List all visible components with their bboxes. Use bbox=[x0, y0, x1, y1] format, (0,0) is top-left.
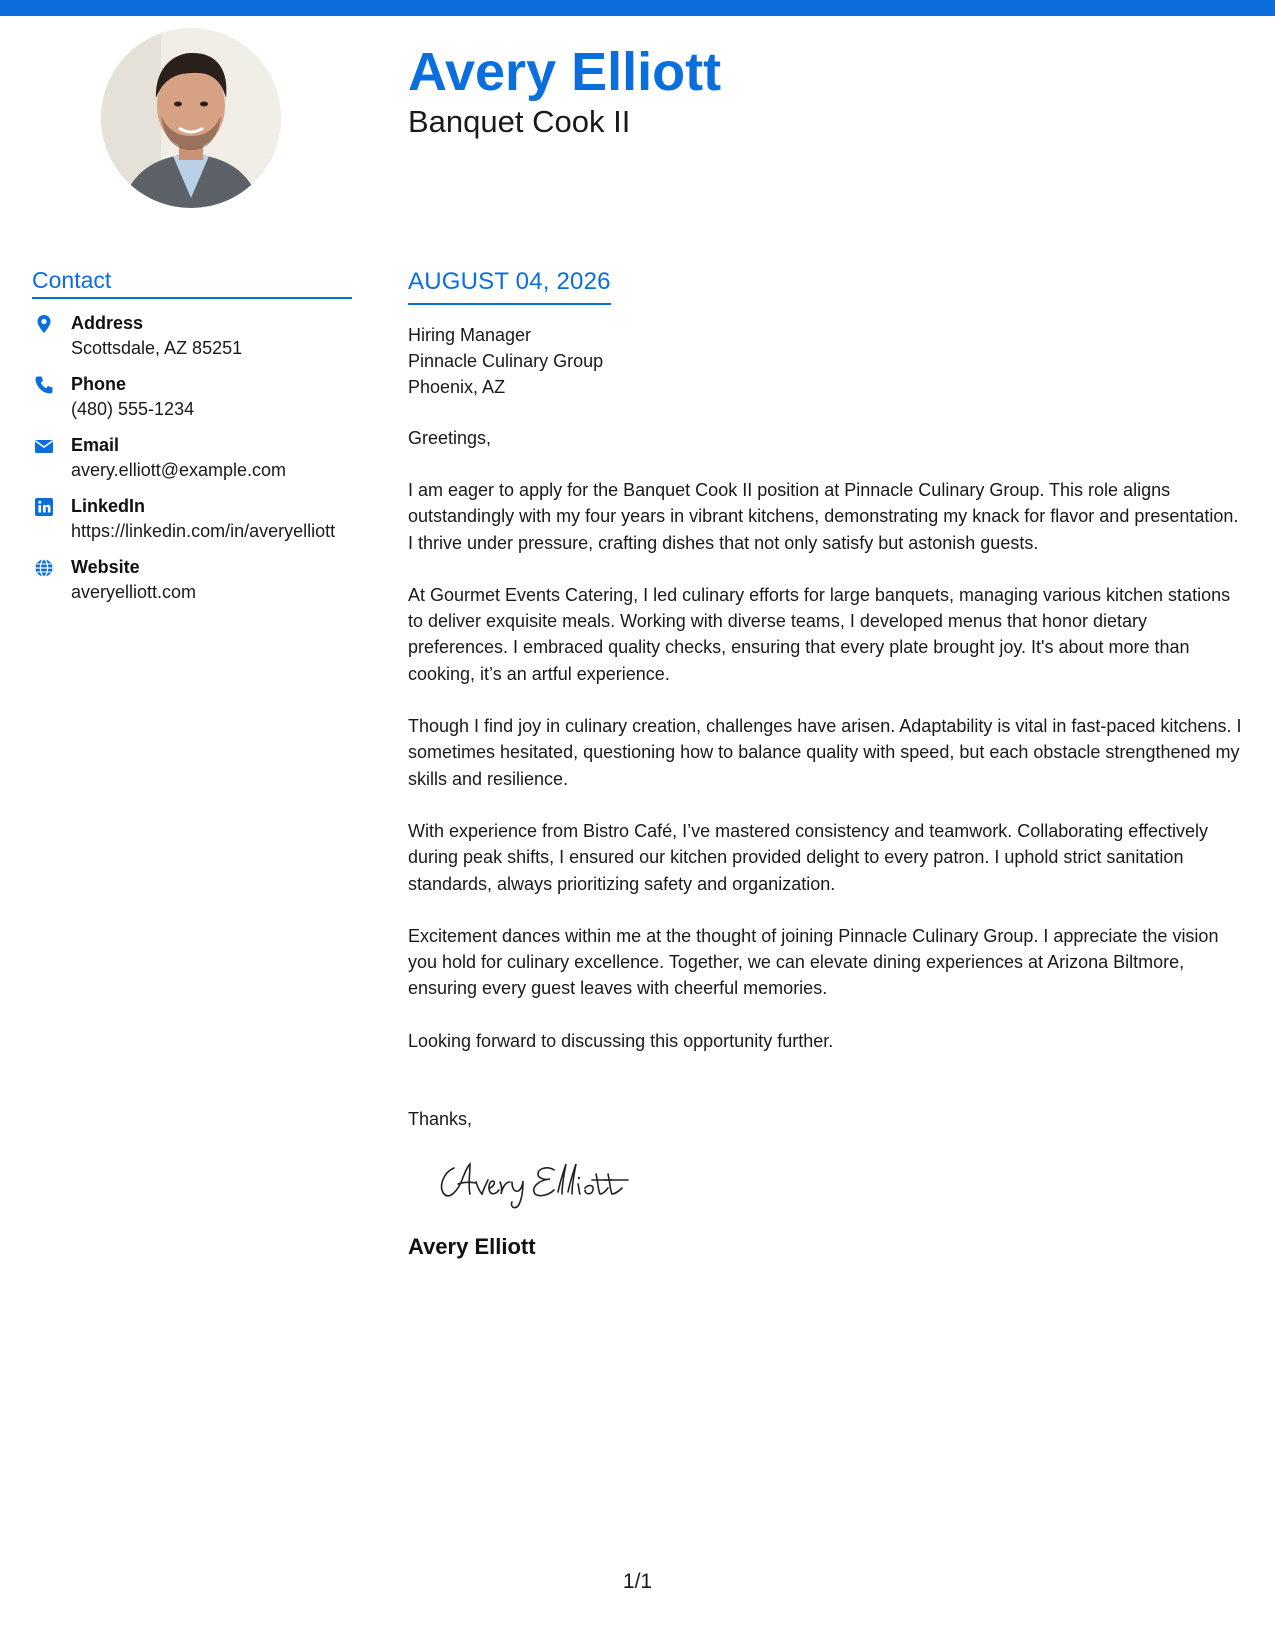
recipient-line: Pinnacle Culinary Group bbox=[408, 351, 604, 371]
contact-label-address: Address bbox=[71, 313, 144, 333]
recipient-line: Phoenix, AZ bbox=[408, 377, 506, 397]
letter-paragraph: At Gourmet Events Catering, I led culinary efforts for large banquets, managing various kitchen stations to deliver exquisite meals. Working with diverse teams, I developed menus that honor dietary preferences. I embraced quality checks, ensuring that every plate brought joy. It's about more than cooking, it’s an artful experience. bbox=[408, 584, 1231, 684]
linkedin-icon bbox=[34, 497, 54, 517]
greeting: Greetings, bbox=[408, 428, 492, 448]
top-accent-bar bbox=[0, 0, 1275, 16]
job-title: Banquet Cook II bbox=[408, 104, 631, 139]
globe-icon bbox=[34, 558, 54, 578]
envelope-icon bbox=[34, 436, 54, 456]
contact-value-phone[interactable]: (480) 555-1234 bbox=[71, 399, 195, 419]
page-number: 1/1 bbox=[622, 1570, 653, 1593]
recipient-block bbox=[408, 322, 1248, 400]
contact-value-website[interactable]: averyelliott.com bbox=[71, 582, 197, 602]
letter-paragraph: Looking forward to discussing this opportunity further. bbox=[408, 1030, 834, 1051]
contact-label-website: Website bbox=[71, 557, 140, 577]
letter-paragraph: Excitement dances within me at the thought of joining Pinnacle Culinary Group. I appreciate the vision you hold for culinary excellence. Together, we can elevate dining experiences at Arizona Biltmore, ensuring every guest leaves with cheerful memories. bbox=[408, 925, 1219, 999]
map-pin-icon bbox=[34, 314, 54, 334]
contact-label-phone: Phone bbox=[71, 374, 127, 394]
contact-list bbox=[32, 311, 352, 605]
contact-label-email: Email bbox=[71, 435, 120, 455]
contact-item-phone bbox=[32, 372, 352, 422]
contact-value-linkedin[interactable]: https://linkedin.com/in/averyelliott bbox=[71, 521, 336, 541]
contact-value-address: Scottsdale, AZ 85251 bbox=[71, 338, 243, 358]
letter-paragraph: Though I find joy in culinary creation, challenges have arisen. Adaptability is vital in fast-paced kitchens. I sometimes hesitated, questioning how to balance quality with speed, but each obstacle strengthened my skills and resilience. bbox=[408, 716, 1242, 789]
recipient-line: Hiring Manager bbox=[408, 325, 532, 345]
contact-item-linkedin bbox=[32, 494, 352, 544]
letter-paragraph: I am eager to apply for the Banquet Cook II position at Pinnacle Culinary Group. This role aligns outstandingly with my four years in vibrant kitchens, demonstrating my knack for flavor and presentation. I thrive under pressure, crafting dishes that not only satisfy but astonish guests. bbox=[408, 480, 1239, 553]
contact-label-linkedin: LinkedIn bbox=[71, 496, 146, 516]
contact-sidebar bbox=[32, 265, 352, 616]
contact-heading: Contact bbox=[32, 265, 352, 299]
phone-icon bbox=[34, 375, 54, 395]
letter-date: AUGUST 04, 2026 bbox=[408, 266, 611, 305]
contact-item-address bbox=[32, 311, 352, 361]
profile-photo bbox=[101, 28, 281, 208]
letter-paragraph: With experience from Bistro Café, I’ve mastered consistency and teamwork. Collaborating effectively during peak shifts, I ensured our kitchen provided delight to every patron. I uphold strict sanitation standards, always prioritizing safety and organization. bbox=[408, 820, 1209, 894]
contact-item-website bbox=[32, 555, 352, 605]
applicant-name: Avery Elliott bbox=[408, 42, 722, 102]
signer-name: Avery Elliott bbox=[408, 1234, 536, 1260]
handwritten-signature bbox=[432, 1150, 652, 1210]
contact-item-email bbox=[32, 433, 352, 483]
cover-letter-body bbox=[408, 266, 1248, 1262]
contact-value-email[interactable]: avery.elliott@example.com bbox=[71, 460, 287, 480]
closing: Thanks, bbox=[408, 1109, 473, 1130]
